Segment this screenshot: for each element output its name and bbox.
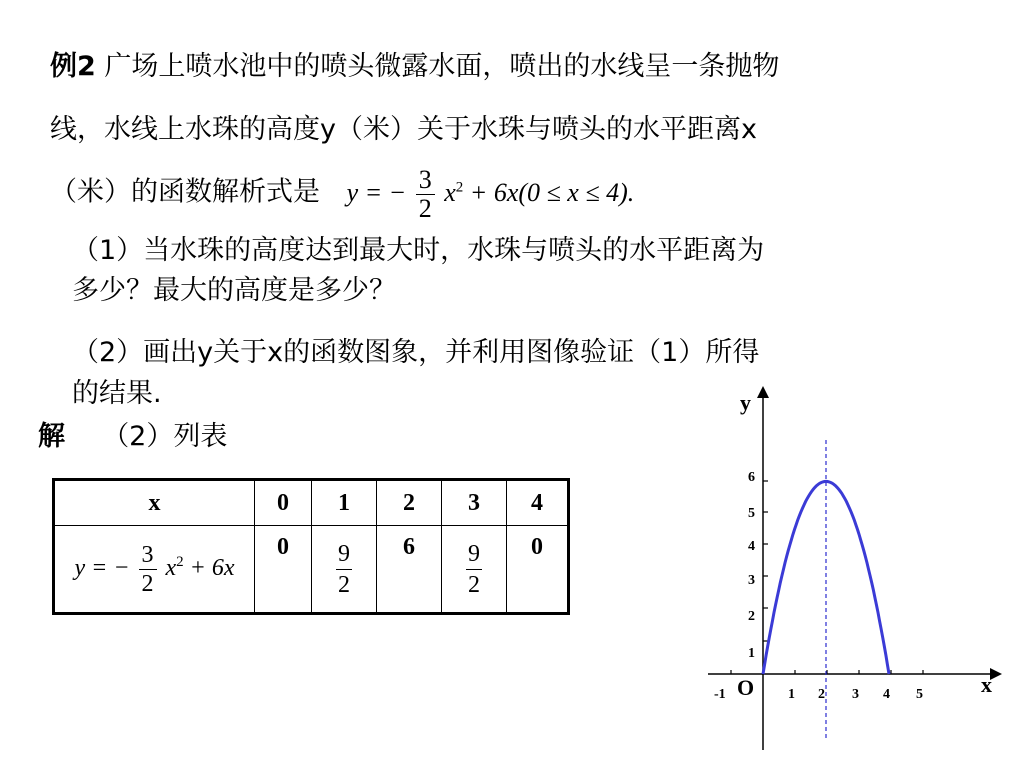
question-2-text-2: 的结果. <box>72 378 162 409</box>
x-tick-label: 5 <box>916 687 923 702</box>
problem-text-2: 线，水线上水珠的高度y（米）关于水珠与喷头的水平距离x <box>50 114 757 145</box>
question-1-text-2: 多少？最大的高度是多少？ <box>72 275 396 306</box>
x-ticks <box>731 670 923 674</box>
table-formula-lhs: y = − <box>74 554 130 581</box>
table-y-fraction <box>466 539 482 600</box>
table-x-value: 4 <box>507 480 569 526</box>
table-formula-cell <box>54 526 255 614</box>
table-y-value: 0 <box>507 526 569 614</box>
table-y-frac-num: 9 <box>336 539 352 570</box>
problem-line-2 <box>50 113 757 147</box>
formula-exp: 2 <box>455 179 464 195</box>
table-formula-fraction <box>139 541 157 598</box>
x-axis-label: x <box>981 672 992 697</box>
table-formula-exp: 2 <box>176 553 184 570</box>
x-tick-label: 4 <box>883 687 890 702</box>
y-tick-label: 3 <box>748 573 755 588</box>
y-tick-labels <box>748 470 755 661</box>
table-x-label: x <box>54 480 255 526</box>
table-y-frac-num: 9 <box>466 539 482 570</box>
x-tick-label: 3 <box>852 687 859 702</box>
table-x-value: 1 <box>312 480 377 526</box>
table-formula-frac-den: 2 <box>141 570 154 597</box>
solution-step: （2）列表 <box>102 421 228 452</box>
value-table <box>52 478 570 615</box>
table-x-value: 3 <box>442 480 507 526</box>
problem-text-1: 广场上喷水池中的喷头微露水面，喷出的水线呈一条抛物 <box>104 51 780 82</box>
y-tick-label: 4 <box>748 539 755 554</box>
example-label: 例2 <box>50 51 96 82</box>
table-y-value <box>312 526 377 614</box>
y-ticks <box>763 481 768 641</box>
table-formula-var: x <box>165 554 177 581</box>
formula-frac-num: 3 <box>416 166 435 195</box>
table-y-frac-den: 2 <box>468 571 480 598</box>
solution-heading <box>38 420 227 454</box>
question-1-text-1: （1）当水珠的高度达到最大时，水珠与喷头的水平距离为 <box>72 235 765 266</box>
x-tick-label: 2 <box>818 687 825 702</box>
table-y-fraction <box>336 539 352 600</box>
table-formula <box>74 541 235 597</box>
table-x-value: 0 <box>255 480 312 526</box>
y-tick-label: 1 <box>748 646 755 661</box>
x-tick-labels <box>714 687 923 702</box>
x-tick-label: 1 <box>788 687 795 702</box>
solution-label: 解 <box>38 421 65 452</box>
parabola-curve <box>763 481 889 674</box>
table-header-row <box>54 480 569 526</box>
table-y-value <box>442 526 507 614</box>
question-2-line-1 <box>72 336 759 370</box>
table-y-frac-den: 2 <box>338 571 350 598</box>
y-tick-label: 6 <box>748 470 755 485</box>
origin-label: O <box>737 675 755 700</box>
y-axis-label: y <box>740 390 751 415</box>
problem-text-3: （米）的函数解析式是 <box>50 176 320 208</box>
x-tick-label: -1 <box>714 687 726 702</box>
formula-lhs: y = − <box>346 177 407 207</box>
function-formula <box>346 165 635 224</box>
table-value-row <box>54 526 569 614</box>
formula-fraction <box>416 166 435 223</box>
y-tick-label: 5 <box>748 506 755 521</box>
table-y-value: 6 <box>377 526 442 614</box>
table-x-value: 2 <box>377 480 442 526</box>
formula-frac-den: 2 <box>418 194 432 224</box>
question-2-text-1: （2）画出y关于x的函数图象，并利用图像验证（1）所得 <box>72 337 760 368</box>
formula-rest: + 6x(0 ≤ x ≤ 4). <box>469 177 635 207</box>
problem-line-3 <box>50 152 634 222</box>
question-1-line-1 <box>72 234 764 268</box>
problem-line-1 <box>50 50 779 84</box>
question-1-line-2 <box>72 274 396 308</box>
y-tick-label: 2 <box>748 609 755 624</box>
table-y-value: 0 <box>255 526 312 614</box>
formula-var: x <box>444 177 456 207</box>
table-formula-frac-num: 3 <box>139 541 157 570</box>
question-2-line-2 <box>72 377 162 411</box>
table-formula-rest: + 6x <box>189 554 235 581</box>
